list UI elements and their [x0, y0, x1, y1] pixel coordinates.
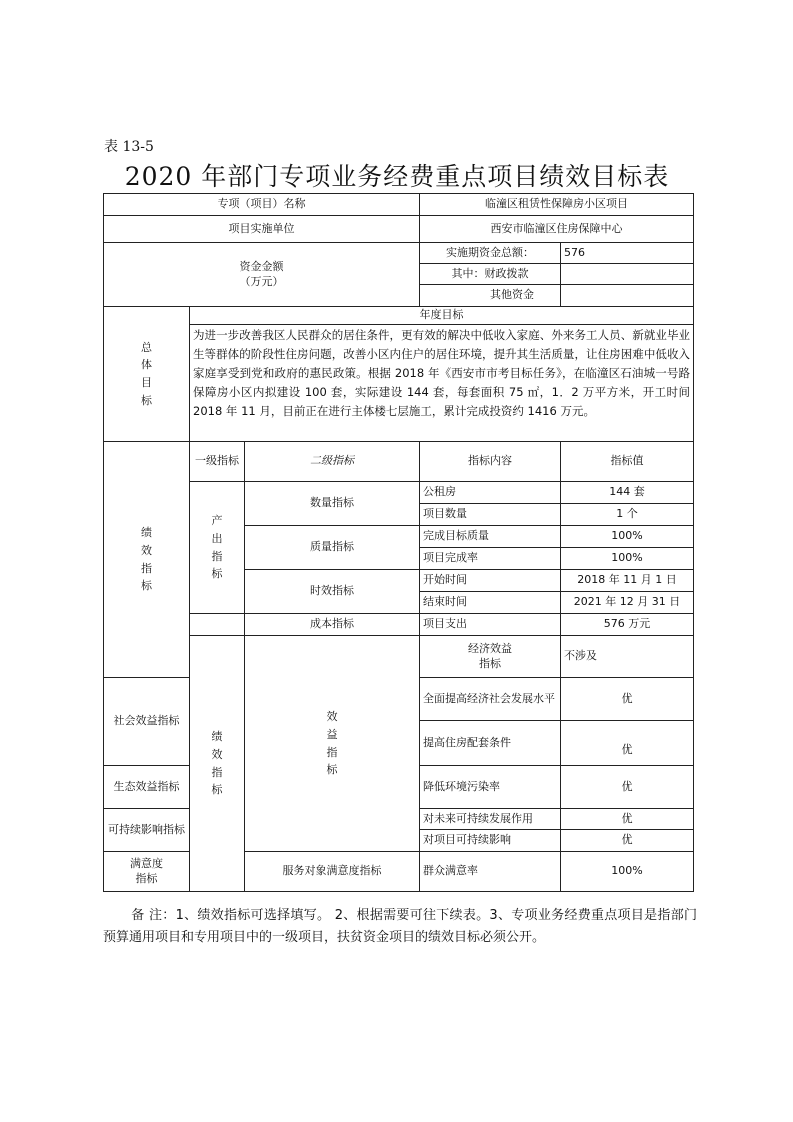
- funds-label: [104, 243, 420, 307]
- economic-content: 不涉及: [561, 636, 694, 678]
- satisfaction-label-line2: 指标: [135, 871, 158, 885]
- overall-goal-text: 总体目标: [141, 340, 152, 407]
- quality-row2-value: 100%: [561, 548, 694, 570]
- quality-row1-value: 100%: [561, 526, 694, 548]
- other-funds-value: [561, 285, 694, 307]
- satisfaction-indicator: 服务对象满意度指标: [245, 852, 420, 892]
- total-funds-label: 实施期资金总额：: [420, 243, 561, 264]
- sustainable-row1-value: 优: [561, 809, 694, 830]
- sustainable-row2-content: 对项目可持续影响: [420, 830, 561, 852]
- timeliness-row2-content: 结束时间: [420, 592, 561, 614]
- output-indicators-text: 产出指标: [211, 514, 223, 581]
- fiscal-funds-label: 其中：财政拨款: [420, 264, 561, 285]
- satisfaction-label-line1: 满意度: [130, 856, 163, 870]
- timeliness-row1-value: 2018 年 11 月 1 日: [561, 570, 694, 592]
- project-name-label: 专项（项目）名称: [104, 194, 420, 216]
- satisfaction-content: 群众满意率: [420, 852, 561, 892]
- cost-indicator: 成本指标: [245, 614, 420, 636]
- cost-content: 项目支出: [420, 614, 561, 636]
- footnote: [103, 905, 697, 949]
- performance-indicators-text-1: 绩效指标: [141, 526, 152, 593]
- page-title: 2020 年部门专项业务经费重点项目绩效目标表: [124, 162, 670, 191]
- table-code: 表 13-5: [104, 139, 154, 155]
- total-funds-value: 576: [561, 243, 694, 264]
- annual-goal-text: 为进一步改善我区人民群众的居住条件，更有效的解决中低收入家庭、外来务工人员、新就业毕业生等群体的阶段性住房问题，改善小区内住户的居住环境，提升其生活质量，让住房困难中低收入家庭享受到党和政府的惠民政策。根据 2018 年《西安市市考目标任务》，在临潼区石油城一号路保障房小区内拟建设 100 套，实际建设 144 套，每套面积 75 ㎡，1．2 万平方米，开工时间 2018 年 11 月，目前正在进行主体楼七层施工，累计完成投资约 1416 万元。: [190, 325, 694, 442]
- sustainable-row2-value: 优: [561, 830, 694, 852]
- social-row2-content: 提高住房配套条件: [420, 721, 561, 766]
- quantity-row2-value: 1 个: [561, 504, 694, 526]
- timeliness-row2-value: 2021 年 12 月 31 日: [561, 592, 694, 614]
- social-indicator: 社会效益指标: [104, 678, 190, 766]
- output-indicators-label: [190, 482, 245, 614]
- header-value: 指标值: [561, 442, 694, 482]
- header-content: 指标内容: [420, 442, 561, 482]
- implementing-unit-label: 项目实施单位: [104, 216, 420, 243]
- benefit-indicators-label: [245, 636, 420, 852]
- overall-goal-label: [104, 307, 190, 442]
- other-funds-label: 其他资金: [420, 285, 561, 307]
- timeliness-row1-content: 开始时间: [420, 570, 561, 592]
- project-name-value: 临潼区租赁性保障房小区项目: [420, 194, 694, 216]
- cost-value: 576 万元: [561, 614, 694, 636]
- ecological-value: 优: [561, 766, 694, 809]
- quantity-row2-content: 项目数量: [420, 504, 561, 526]
- satisfaction-value: 100%: [561, 852, 694, 892]
- annual-goal-label: 年度目标: [190, 307, 694, 325]
- header-level2: 二级指标: [245, 442, 420, 482]
- economic-indicator-line2: 指标: [479, 656, 502, 670]
- footnote-text: 备 注：1、绩效指标可选择填写。 2、根据需要可往下续表。3、专项业务经费重点项目是指部门预算通用项目和专用项目中的一级项目，扶贫资金项目的绩效目标必须公开。: [103, 908, 697, 945]
- fiscal-funds-value: [561, 264, 694, 285]
- quantity-row1-value: 144 套: [561, 482, 694, 504]
- quantity-indicator: 数量指标: [245, 482, 420, 526]
- performance-indicators-label-1: [104, 442, 190, 678]
- funds-label-line1: 资金金额: [239, 259, 284, 273]
- performance-indicators-text-2: 绩效指标: [211, 730, 223, 797]
- quality-indicator: 质量指标: [245, 526, 420, 570]
- social-row1-value: 优: [561, 678, 694, 721]
- timeliness-indicator: 时效指标: [245, 570, 420, 614]
- social-row1-content: 全面提高经济社会发展水平: [420, 678, 561, 721]
- performance-table: [103, 193, 694, 892]
- benefit-indicators-text: 效益指标: [326, 710, 338, 777]
- implementing-unit-value: 西安市临潼区住房保障中心: [420, 216, 694, 243]
- quantity-row1-content: 公租房: [420, 482, 561, 504]
- header-level1: 一级指标: [190, 442, 245, 482]
- sustainable-indicator: 可持续影响指标: [104, 809, 190, 852]
- quality-row1-content: 完成目标质量: [420, 526, 561, 548]
- ecological-content: 降低环境污染率: [420, 766, 561, 809]
- sustainable-row1-content: 对未来可持续发展作用: [420, 809, 561, 830]
- economic-indicator-line1: 经济效益: [468, 641, 513, 655]
- funds-label-line2: （万元）: [239, 274, 284, 288]
- economic-indicator: [420, 636, 561, 678]
- quality-row2-content: 项目完成率: [420, 548, 561, 570]
- satisfaction-indicators-label: [104, 852, 190, 892]
- cost-indicator-blank: [190, 614, 245, 636]
- performance-indicators-label-2: [190, 636, 245, 892]
- social-row2-value: 优: [561, 721, 694, 766]
- ecological-indicator: 生态效益指标: [104, 766, 190, 809]
